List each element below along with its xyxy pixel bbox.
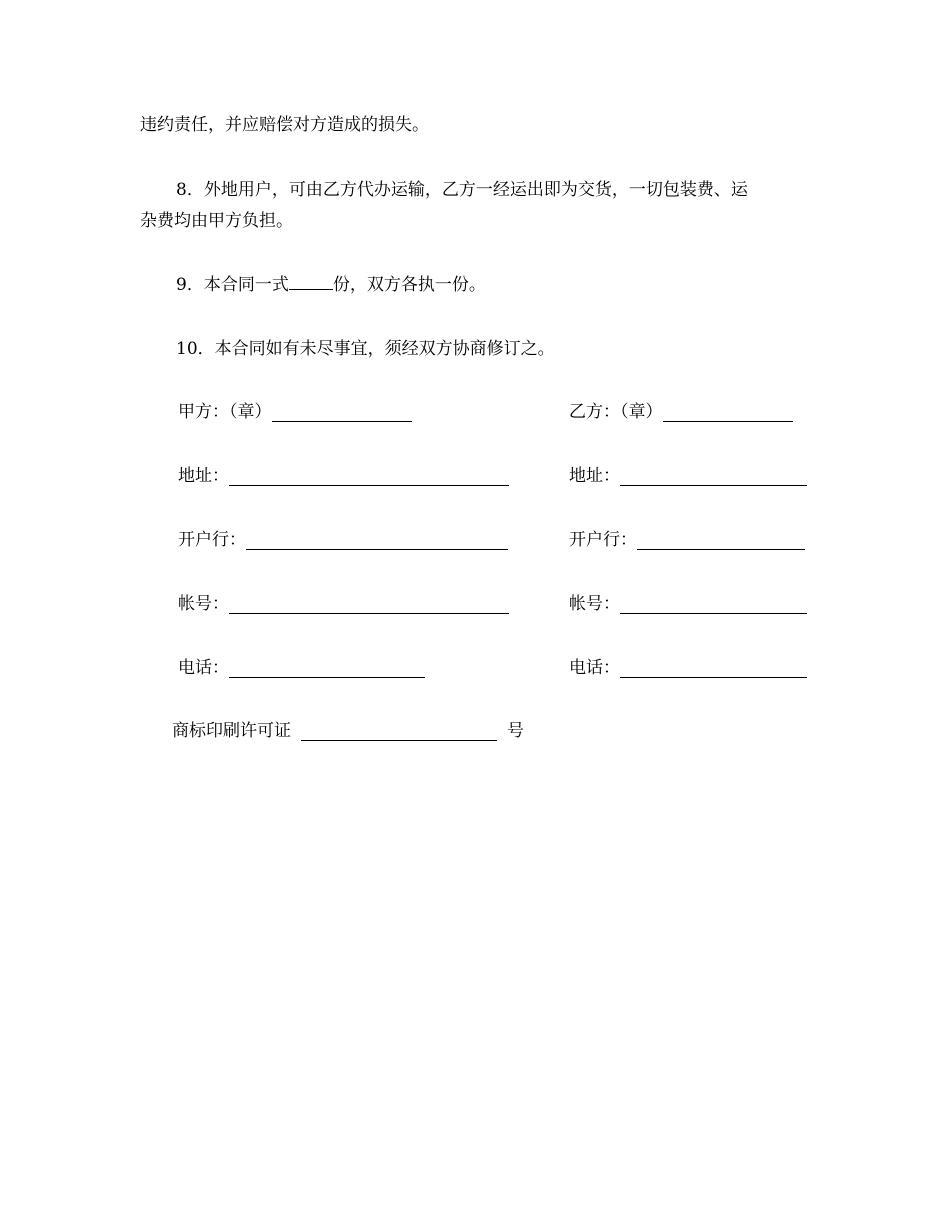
- party-a-phone-blank[interactable]: [229, 660, 425, 678]
- party-a-account-label: 帐号：: [178, 594, 229, 614]
- party-a-bank-field: [178, 530, 508, 550]
- party-b-bank-label: 开户行：: [569, 530, 637, 550]
- party-a-name-blank[interactable]: [272, 404, 412, 422]
- party-a-name-label: 甲方：（章）: [178, 402, 272, 422]
- party-a-bank-blank[interactable]: [246, 532, 508, 550]
- party-a-phone-label: 电话：: [178, 658, 229, 678]
- license-suffix: 号: [507, 721, 524, 741]
- party-b-phone-label: 电话：: [569, 658, 620, 678]
- copies-blank[interactable]: [289, 275, 333, 290]
- party-b-bank-field: [569, 530, 805, 550]
- party-b-phone-blank[interactable]: [620, 660, 807, 678]
- clause-9: [176, 275, 486, 295]
- party-a-phone-field: [178, 658, 425, 678]
- party-b-name-field: [569, 402, 793, 422]
- party-a-address-blank[interactable]: [229, 468, 509, 486]
- paragraph-continuation: 违约责任，并应赔偿对方造成的损失。: [140, 115, 429, 135]
- party-a-bank-label: 开户行：: [178, 530, 246, 550]
- license-field: [172, 721, 524, 741]
- party-b-address-label: 地址：: [569, 466, 620, 486]
- party-b-bank-blank[interactable]: [637, 532, 805, 550]
- clause-10: 10．本合同如有未尽事宜，须经双方协商修订之。: [176, 339, 555, 359]
- party-b-phone-field: [569, 658, 807, 678]
- clause-9-text-after: 份，双方各执一份。: [332, 275, 486, 295]
- license-number-blank[interactable]: [301, 723, 497, 741]
- party-a-account-blank[interactable]: [229, 596, 509, 614]
- party-b-name-blank[interactable]: [663, 404, 793, 422]
- party-b-account-blank[interactable]: [620, 596, 807, 614]
- clause-8-line-2: 杂费均由甲方负担。: [140, 211, 293, 231]
- clause-9-text-before: 9．本合同一式: [176, 275, 289, 295]
- party-b-address-field: [569, 466, 807, 486]
- party-a-address-label: 地址：: [178, 466, 229, 486]
- party-a-address-field: [178, 466, 509, 486]
- party-b-account-label: 帐号：: [569, 594, 620, 614]
- party-b-account-field: [569, 594, 807, 614]
- party-a-account-field: [178, 594, 509, 614]
- license-label: 商标印刷许可证: [172, 721, 291, 741]
- clause-8-line-1: 8．外地用户，可由乙方代办运输，乙方一经运出即为交货，一切包装费、运: [176, 180, 748, 200]
- party-b-name-label: 乙方：（章）: [569, 402, 663, 422]
- party-b-address-blank[interactable]: [620, 468, 807, 486]
- party-a-name-field: [178, 402, 412, 422]
